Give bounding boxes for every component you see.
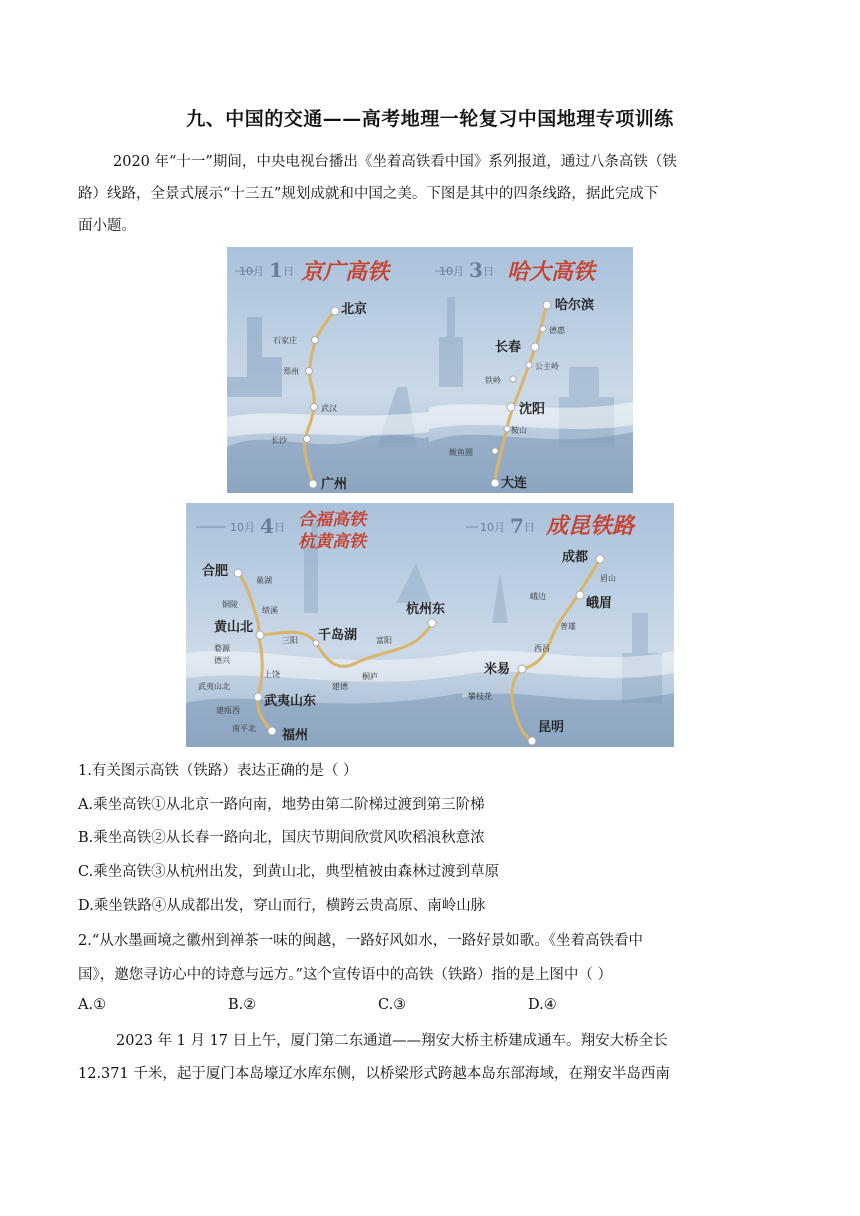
station-label: 鲅鱼圈 [449,448,473,457]
question-2-option-b[interactable]: B.② [228,997,257,1013]
station-label: 眉山 [600,574,616,583]
station-label: 公主岭 [535,362,559,371]
map3-date-prefix: 10月 [230,521,255,534]
map3-route-name-1: 合福高铁 [298,510,366,530]
intro-line-2: 路）线路，全景式展示“十三五”规划成就和中国之美。下图是其中的四条线路，据此完成下 [78,186,659,202]
map2-date-prefix: 10月 [439,265,464,278]
map3-date-num: 4 [260,514,274,538]
page-title: 九、中国的交通——高考地理一轮复习中国地理专项训练 [186,108,674,130]
map-hada [429,247,633,493]
station-label: 合肥 [202,564,229,579]
map-hefu-hanghuang [186,503,462,747]
question-2-option-d[interactable]: D.④ [528,997,557,1013]
station-label: 成都 [562,550,589,565]
question-2-stem-line-1: 2.“从水墨画境之徽州到禅茶一味的闽越，一路好风如水，一路好景如歌。《坐着高铁看中 [78,933,643,949]
map-chengkun [462,503,674,747]
map4-route-name: 成昆铁路 [546,513,635,539]
station-label: 鞍山 [511,426,527,435]
intro-line-3: 面小题。 [78,218,136,234]
question-1-stem: 1.有关图示高铁（铁路）表达正确的是（ ） [78,763,358,779]
svg-text:10月 [239,265,264,278]
station-label: 大连 [501,476,528,491]
map-jingguang [227,247,429,493]
map4-date-prefix: 10月 [480,521,505,534]
paragraph-2-line-1: 2023 年 1 月 17 日上午，厦门第二东通道——翔安大桥主桥建成通车。翔安大桥全长 [116,1033,668,1049]
map1-date-num: 1 [269,258,283,282]
question-1-option-a[interactable]: A.乘坐高铁①从北京一路向南，地势由第二阶梯过渡到第三阶梯 [78,797,485,813]
station-label: 武汉 [321,404,337,413]
question-1-option-b[interactable]: B.乘坐高铁②从长春一路向北，国庆节期间欣赏风吹稻浪秋意浓 [78,830,485,846]
station-label: 北京 [341,302,368,317]
station-label: 昆明 [538,720,565,735]
station-label: 哈尔滨 [555,298,595,313]
intro-line-1: 2020 年“十一”期间，中央电视台播出《坐着高铁看中国》系列报道，通过八条高铁（铁 [113,154,677,170]
map1-route-name: 京广高铁 [301,259,390,285]
station-label: 米易 [484,662,511,677]
question-1-option-c[interactable]: C.乘坐高铁③从杭州出发，到黄山北，典型植被由森林过渡到草原 [78,864,500,880]
map4-date-num: 7 [510,514,524,538]
map1-date-suffix: 日 [283,265,294,278]
station-label: 峨眉 [586,596,613,611]
station-label: 建瓯西 [216,706,240,715]
station-label: 沈阳 [519,402,546,417]
station-label: 绩溪 [262,606,278,615]
station-label: 三阳 [282,636,298,645]
station-label: 广州 [321,477,348,492]
station-label: 福州 [282,728,309,743]
station-label: 上饶 [264,670,280,679]
station-label: 铁岭 [485,376,501,385]
station-label: 郑州 [283,367,299,376]
map2-date-suffix: 日 [483,265,494,278]
map2-route-name: 哈大高铁 [507,259,596,285]
station-label: 杭州东 [406,602,446,617]
station-label: 长春 [495,340,522,355]
station-label: 建德 [332,682,348,691]
station-label: 武夷山东 [264,694,317,709]
station-label: 南平北 [232,724,256,733]
paragraph-2-line-2: 12.371 千米，起于厦门本岛壕辽水库东侧，以桥梁形式跨越本岛东部海域，在翔安半岛西南 [78,1066,670,1082]
station-label: 武夷山北 [198,682,230,691]
question-2-option-a[interactable]: A.① [78,997,107,1013]
question-2-option-c[interactable]: C.③ [378,997,407,1013]
map3-route-name-2: 杭黄高铁 [298,532,366,552]
map1-date-prefix: 10月 [239,265,264,278]
station-label: 普雄 [560,622,576,631]
station-label: 巢湖 [256,576,272,585]
station-label: 黄山北 [214,620,254,635]
station-label: 西昌 [534,644,550,653]
map3-date-suffix: 日 [274,521,285,534]
station-label: 千岛湖 [318,628,358,643]
question-1-option-d[interactable]: D.乘坐铁路④从成都出发，穿山而行，横跨云贵高原、南岭山脉 [78,898,486,914]
map2-date-num: 3 [469,258,483,282]
station-label: 德惠 [549,326,565,335]
station-label: 长沙 [271,436,287,445]
station-label: 铜陵 [222,600,238,609]
station-label: 婺源 [214,644,230,653]
station-label: 峨边 [530,592,546,601]
station-label: 桐庐 [362,672,378,681]
question-2-stem-line-2: 国》，邀您寻访心中的诗意与远方。”这个宣传语中的高铁（铁路）指的是上图中（ ） [78,967,613,983]
station-label: 攀枝花 [468,692,492,701]
map4-date-suffix: 日 [524,521,535,534]
station-label: 德兴 [214,656,230,665]
station-label: 富阳 [376,636,392,645]
station-label: 石家庄 [273,336,297,345]
